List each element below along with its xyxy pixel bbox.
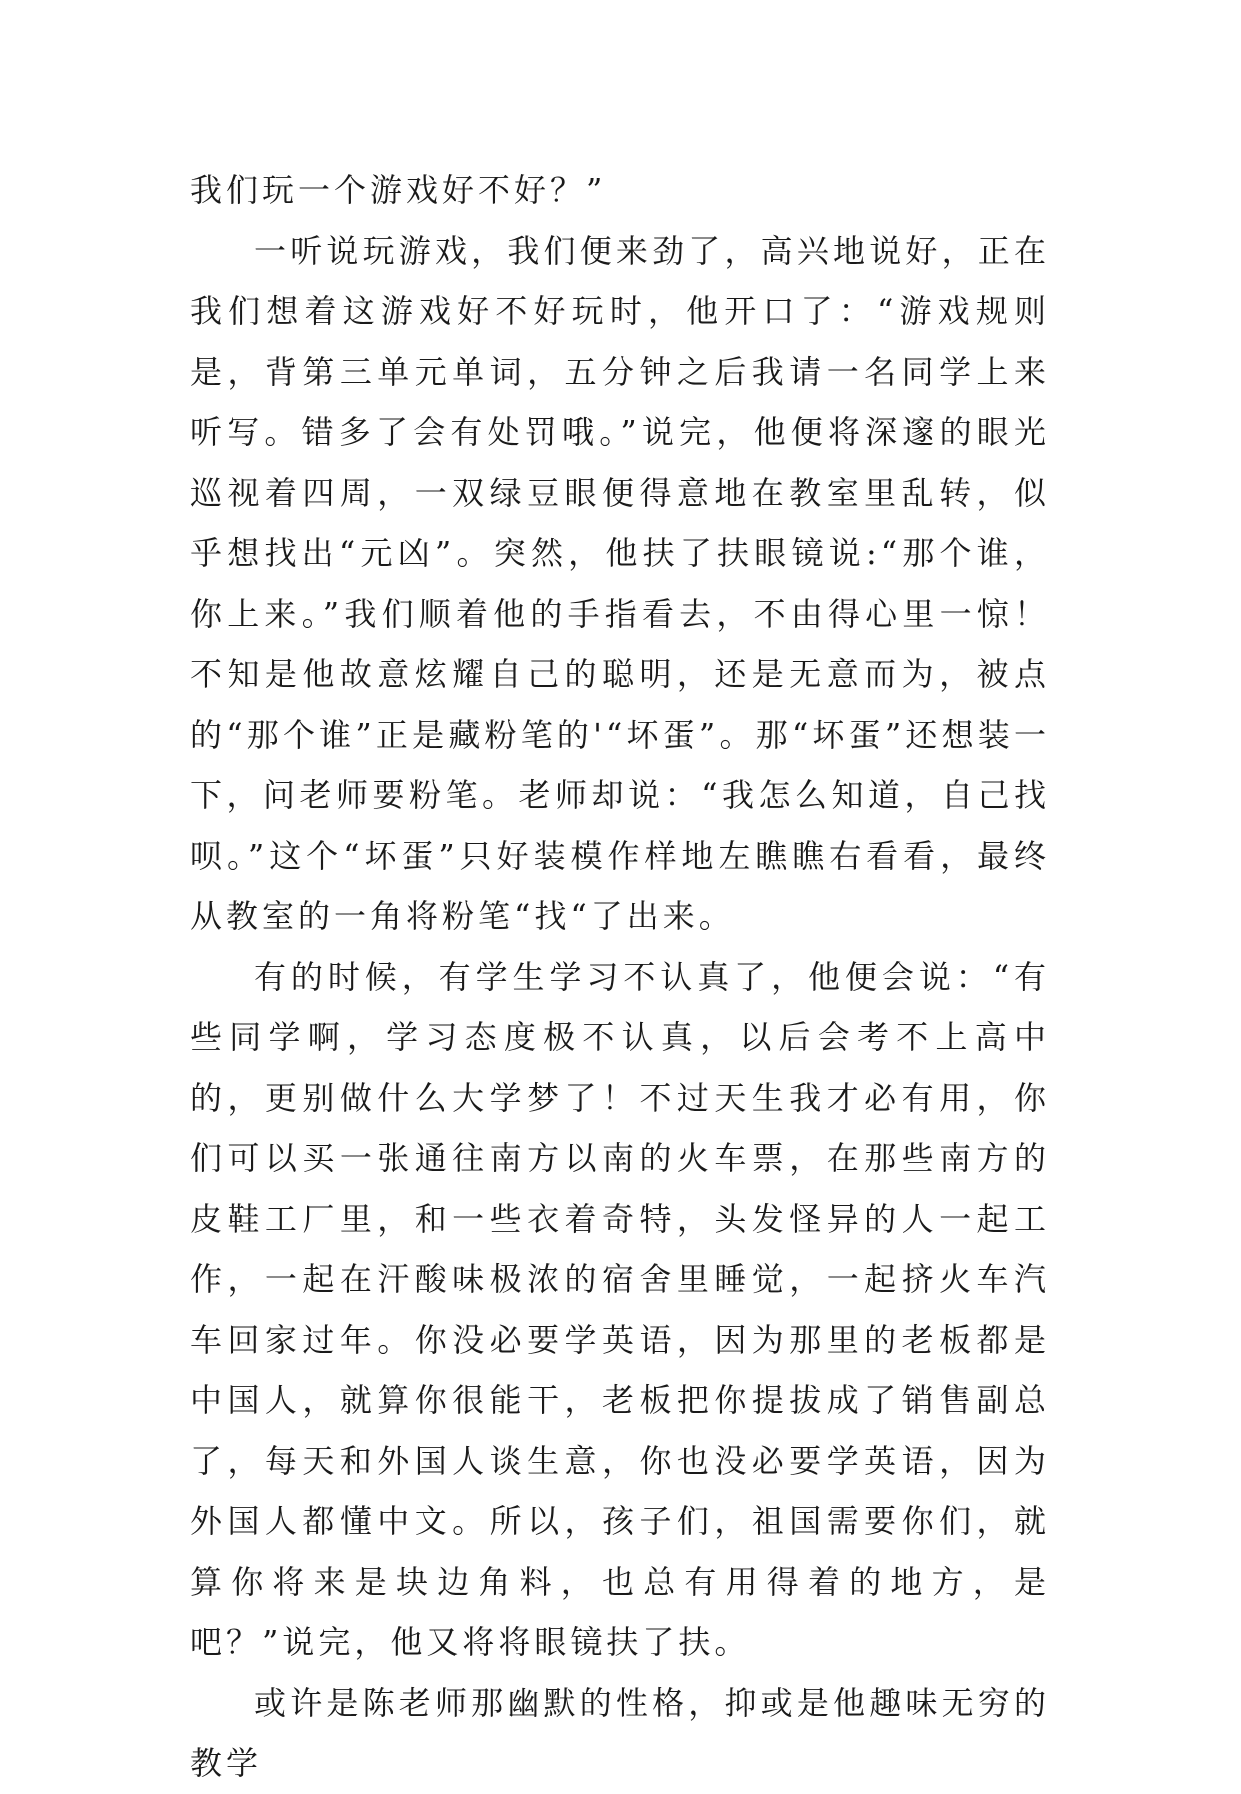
paragraph: 一听说玩游戏，我们便来劲了，高兴地说好，正在我们想着这游戏好不好玩时，他开口了：“游戏规则是，背第三单元单词，五分钟之后我请一名同学上来听写。错多了会有处罚哦。”说完，他便将深邃的眼光巡视着四周，一双绿豆眼便得意地在教室里乱转，似乎想找出“元凶”。突然，他扶了扶眼镜说:“那个谁，你上来。”我们顺着他的手指看去，不由得心里一惊！不知是他故意炫耀自己的聪明，还是无意而为，被点的“那个谁”正是藏粉笔的'“坏蛋”。那“坏蛋”还想装一下，问老师要粉笔。老师却说：“我怎么知道，自己找呗。”这个“坏蛋”只好装模作样地左瞧瞧右看看，最终从教室的一角将粉笔“找“了出来。 <box>190 231 1050 935</box>
paragraph: 我们玩一个游戏好不好？” <box>190 171 607 209</box>
paragraph: 或许是陈老师那幽默的性格，抑或是他趣味无穷的教学 <box>190 1683 1050 1782</box>
paragraph: 有的时候，有学生学习不认真了，他便会说：“有些同学啊，学习态度极不认真，以后会考不上高中的，更别做什么大学梦了！不过天生我才必有用，你们可以买一张通往南方以南的火车票，在那些南方的皮鞋工厂里，和一些衣着奇特，头发怪异的人一起工作，一起在汗酸味极浓的宿舍里睡觉，一起挤火车汽车回家过年。你没必要学英语，因为那里的老板都是中国人，就算你很能干，老板把你提拔成了销售副总了，每天和外国人谈生意，你也没必要学英语，因为外国人都懂中文。所以，孩子们，祖国需要你们，就算你将来是块边角料，也总有用得着的地方，是吧？”说完，他又将将眼镜扶了扶。 <box>190 957 1050 1661</box>
document-body <box>190 160 1050 1794</box>
